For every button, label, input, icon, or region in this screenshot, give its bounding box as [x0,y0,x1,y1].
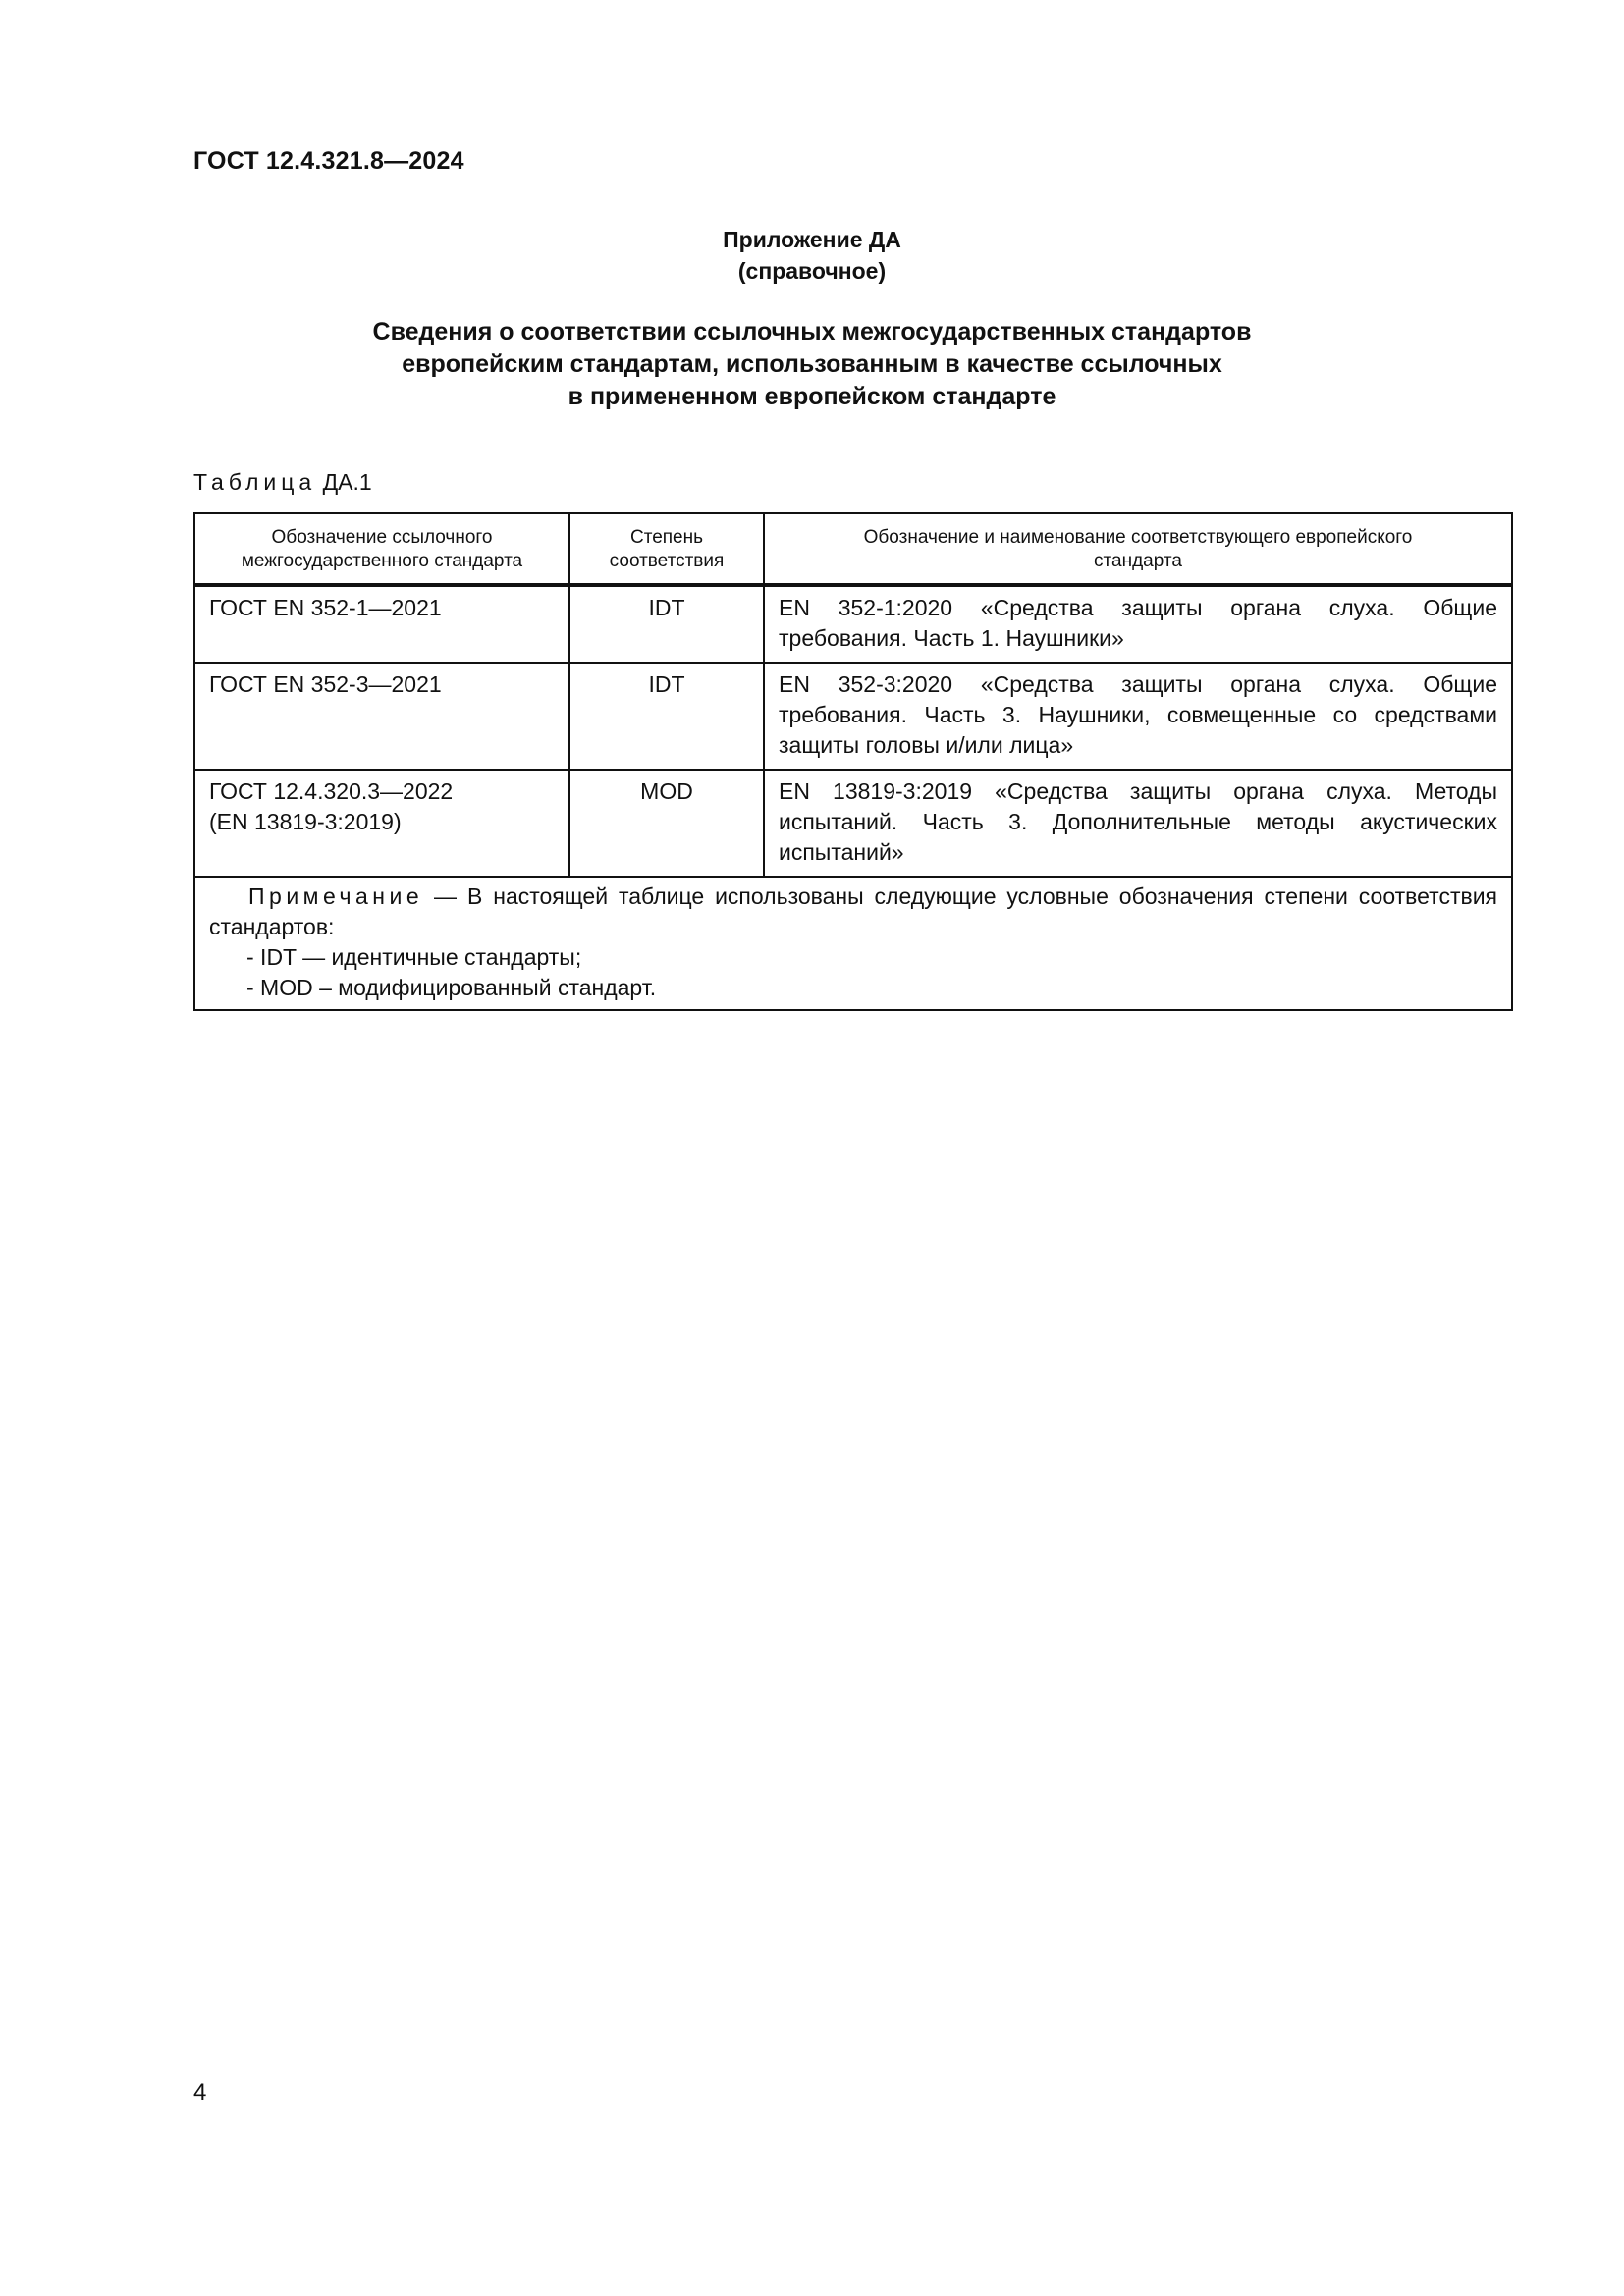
section-title-line-1: Сведения о соответствии ссылочных межгосударственных стандартов [372,318,1252,346]
table-row [194,663,1512,770]
note-label: Примечание [248,883,424,909]
table-row [194,585,1512,663]
table-header-row [194,513,1512,585]
header-european-standard: Обозначение и наименование соответствующего европейского стандарта [764,513,1512,585]
section-title-line-3: в примененном европейском стандарте [568,383,1056,410]
correspondence-table [193,512,1513,1011]
table-note [194,877,1512,1010]
note-item-mod: - MOD – модифицированный стандарт. [246,975,657,1000]
table-row [194,770,1512,877]
note-item-idt: - IDT — идентичные стандарты; [246,944,582,970]
header-degree: Степень соответствия [569,513,764,585]
document-header: ГОСТ 12.4.321.8—2024 [193,147,464,175]
note-body: — В настоящей таблице использованы следующие условные обозначения степени соответствия стандартов: [209,883,1497,939]
appendix-type: (справочное) [737,258,887,284]
table-caption-word: Таблица [193,469,317,495]
section-title [0,316,1624,413]
cell-european-standard: EN 352-1:2020 «Средства защиты органа слуха. Общие требования. Часть 1. Наушники» [764,585,1512,663]
cell-designation: ГОСТ 12.4.320.3—2022 (EN 13819-3:2019) [194,770,569,877]
header-designation: Обозначение ссылочного межгосударственного стандарта [194,513,569,585]
cell-european-standard: EN 352-3:2020 «Средства защиты органа слуха. Общие требования. Часть 3. Наушники, совмещенные со средствами защиты головы и/или лица» [764,663,1512,770]
table-caption [193,469,372,496]
cell-degree: MOD [569,770,764,877]
note-text [209,881,1497,942]
page-number: 4 [193,2079,207,2106]
appendix-title: Приложение ДА [723,227,901,252]
cell-designation: ГОСТ EN 352-1—2021 [194,585,569,663]
table-note-row [194,877,1512,1010]
table-caption-number: ДА.1 [322,469,372,495]
cell-degree: IDT [569,663,764,770]
cell-degree: IDT [569,585,764,663]
appendix-heading [0,224,1624,287]
cell-european-standard: EN 13819-3:2019 «Средства защиты органа слуха. Методы испытаний. Часть 3. Дополнительные методы акустических испытаний» [764,770,1512,877]
cell-designation: ГОСТ EN 352-3—2021 [194,663,569,770]
section-title-line-2: европейским стандартам, использованным в качестве ссылочных [402,350,1222,378]
